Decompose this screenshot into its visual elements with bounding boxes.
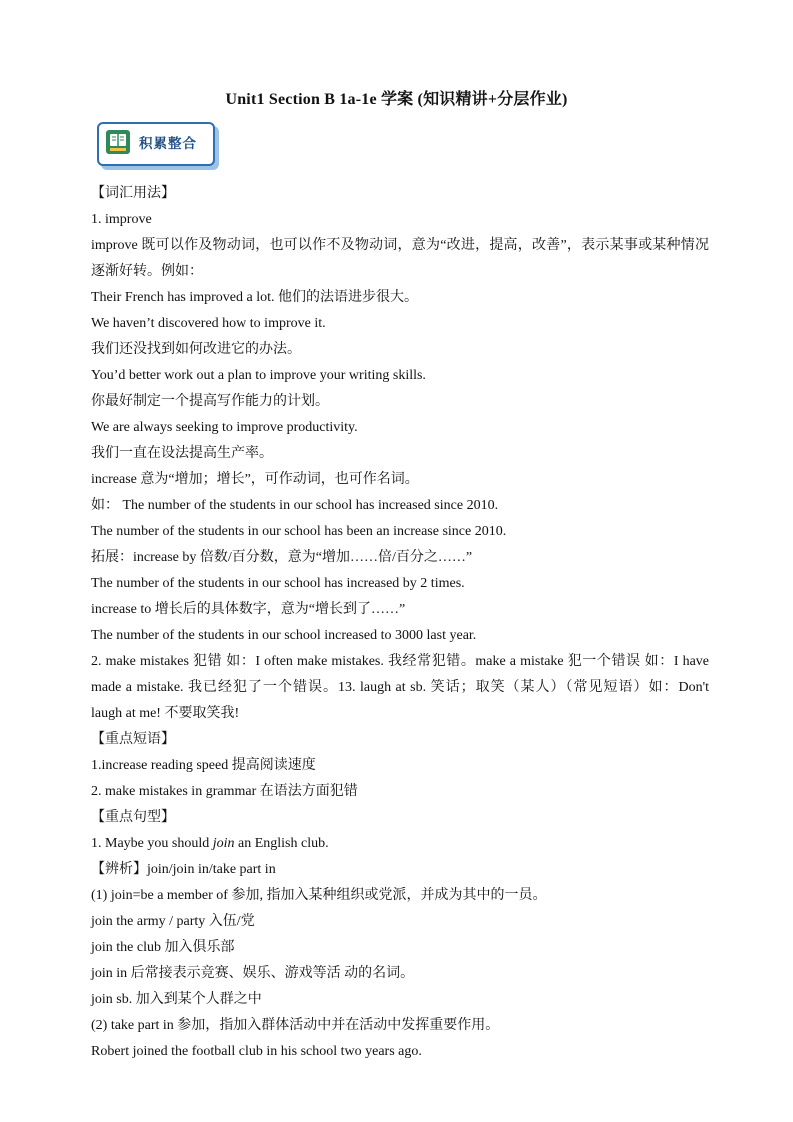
- example-sentence: Robert joined the football club in his school two years ago.: [91, 1044, 422, 1059]
- example-translation: 你最好制定一个提高写作能力的计划。: [91, 394, 329, 409]
- increase-by-note: 拓展：increase by 倍数/百分数，意为“增加……倍/百分之……”: [91, 550, 473, 565]
- key-phrase: 1.increase reading speed 提高阅读速度: [91, 758, 316, 773]
- example-sentence: Their French has improved a lot. 他们的法语进步很大。: [91, 290, 419, 305]
- example-translation: 我们还没找到如何改进它的办法。: [91, 342, 301, 357]
- usage-example: join the army / party 入伍/党: [91, 914, 255, 929]
- example-sentence: You’d better work out a plan to improve your writing skills.: [91, 368, 426, 383]
- document-body: [91, 181, 709, 1065]
- document-title: Unit1 Section B 1a-1e 学案 (知识精讲+分层作业): [225, 91, 568, 108]
- heading-key-phrases: 【重点短语】: [91, 732, 175, 747]
- key-sentence: [91, 831, 709, 857]
- join-definition: (1) join=be a member of 参加, 指加入某种组织或党派，并成为其中的一员。: [91, 888, 547, 903]
- example-sentence: 如： The number of the students in our school has increased since 2010.: [91, 498, 499, 513]
- take-part-in-definition: (2) take part in 参加，指加入群体活动中并在活动中发挥重要作用。: [91, 1018, 500, 1033]
- analysis-heading: 【辨析】join/join in/take part in: [91, 862, 276, 877]
- key-sentence-start: 1. Maybe you should: [91, 836, 213, 851]
- key-sentence-end: an English club.: [234, 836, 329, 851]
- make-mistakes-paragraph: 2. make mistakes 犯错 如：I often make mistakes. 我经常犯错。make a mistake 犯一个错误 如：I have made a mistake. 我已经犯了一个错误。13. laugh at sb. 笑话；取笑（某人）（常见短语）如：Don't laugh at me! 不要取笑我!: [91, 654, 709, 721]
- heading-vocabulary: 【词汇用法】: [91, 186, 175, 201]
- example-sentence: The number of the students in our school increased to 3000 last year.: [91, 628, 477, 643]
- increase-definition: increase 意为“增加；增长”，可作动词，也可作名词。: [91, 472, 419, 487]
- badge-label: 积累整合: [139, 136, 197, 152]
- example-sentence: The number of the students in our school has been an increase since 2010.: [91, 524, 507, 539]
- book-icon: [105, 129, 131, 155]
- usage-example: join in 后常接表示竞赛、娱乐、游戏等活 动的名词。: [91, 966, 415, 981]
- example-sentence: The number of the students in our school has increased by 2 times.: [91, 576, 465, 591]
- example-sentence: We haven’t discovered how to improve it.: [91, 316, 326, 331]
- heading-key-sentences: 【重点句型】: [91, 810, 175, 825]
- example-translation: 我们一直在设法提高生产率。: [91, 446, 273, 461]
- usage-example: join sb. 加入到某个人群之中: [91, 992, 262, 1007]
- improve-definition: improve 既可以作及物动词，也可以作不及物动词，意为“改进，提高，改善”，表示某事或某种情况逐渐好转。例如：: [91, 238, 709, 279]
- example-sentence: We are always seeking to improve productivity.: [91, 420, 358, 435]
- increase-to-note: increase to 增长后的具体数字，意为“增长到了……”: [91, 602, 406, 617]
- key-sentence-emphasis: join: [212, 836, 235, 851]
- vocab-improve-heading: 1. improve: [91, 212, 152, 227]
- usage-example: join the club 加入俱乐部: [91, 940, 235, 955]
- key-phrase: 2. make mistakes in grammar 在语法方面犯错: [91, 784, 358, 799]
- section-badge: [97, 122, 217, 166]
